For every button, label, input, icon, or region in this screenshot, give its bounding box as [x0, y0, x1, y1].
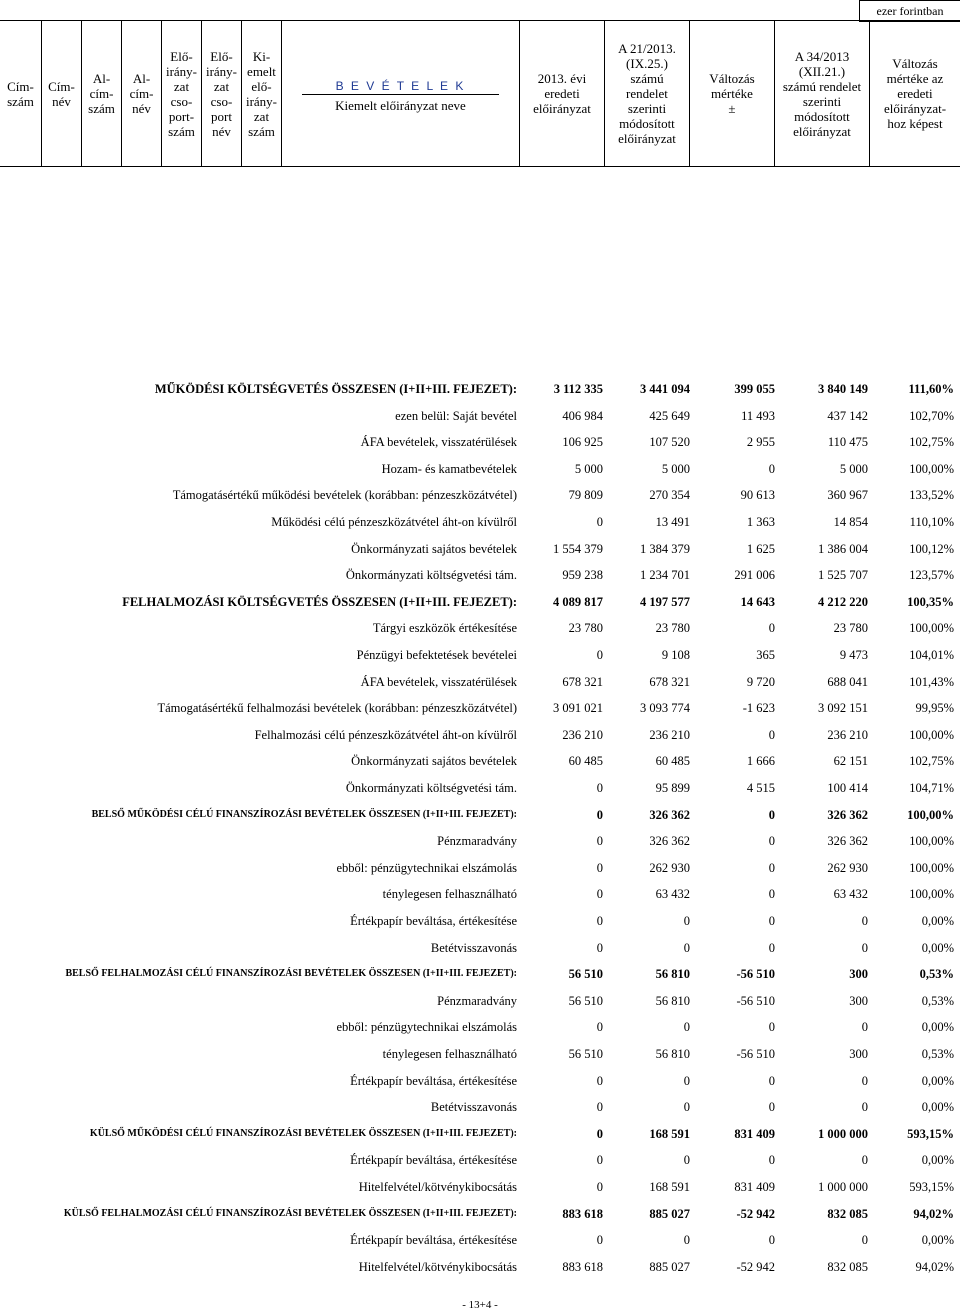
row-value-5: 104,01%: [909, 648, 954, 662]
row-value-5: 0,00%: [921, 940, 954, 955]
row-value-1: 0: [596, 1180, 603, 1194]
row-label: Értékpapír beváltása, értékesítése: [350, 1153, 517, 1168]
row-label: ténylegesen felhasználható: [382, 1047, 517, 1061]
row-value-2: 168 591: [649, 1126, 690, 1141]
row-value-4: 3 840 149: [818, 382, 868, 396]
header-kiemelt-szam: Ki- emelt elő- irány- zat szám: [242, 21, 282, 166]
row-value-2: 0: [683, 1233, 690, 1248]
row-label: ebből: pénzügytechnikai elszámolás: [336, 860, 517, 875]
page-number: - 13+4 -: [462, 1299, 498, 1311]
row-value-4: 62 151: [833, 754, 868, 769]
row-value-3: -56 510: [736, 1047, 775, 1061]
row-value-5: 104,71%: [909, 781, 954, 795]
row-value-2: 425 649: [649, 408, 690, 423]
row-value-2: 3 093 774: [640, 701, 690, 716]
row-value-4: 0: [861, 1020, 868, 1035]
row-value-2: 0: [683, 940, 690, 955]
row-value-2: 678 321: [649, 674, 690, 689]
row-value-3: 831 409: [734, 1126, 775, 1141]
row-value-1: 60 485: [568, 754, 603, 769]
table-row: [0, 779, 960, 797]
row-value-3: 0: [768, 1233, 775, 1248]
row-value-2: 885 027: [649, 1259, 690, 1274]
row-label: Önkormányzati sajátos bevételek: [351, 541, 517, 556]
row-value-3: 1 363: [746, 515, 775, 529]
row-value-1: 0: [596, 648, 603, 662]
row-label: Hitelfelvétel/kötvénykibocsátás: [358, 1259, 517, 1274]
table-row: [0, 1205, 960, 1223]
table-row: [0, 752, 960, 770]
row-value-1: 79 809: [568, 488, 603, 503]
table-row: [0, 939, 960, 957]
row-value-5: 100,00%: [909, 834, 954, 849]
row-value-4: 4 212 220: [818, 594, 868, 609]
table-row: [0, 885, 960, 903]
row-value-5: 0,53%: [919, 967, 954, 982]
row-value-2: 4 197 577: [640, 594, 690, 609]
header-cimszam: Cím- szám: [0, 21, 42, 166]
row-value-3: 291 006: [734, 568, 775, 583]
table-row: [0, 513, 960, 531]
row-value-1: 883 618: [562, 1259, 603, 1274]
row-value-4: 1 386 004: [818, 541, 868, 556]
row-value-3: 0: [768, 1100, 775, 1115]
header-csoportszam: Elő- irány- zat cso- port- szám: [162, 21, 202, 166]
row-value-1: 0: [596, 887, 603, 902]
row-label: ÁFA bevételek, visszatérülések: [360, 435, 517, 450]
row-value-5: 0,00%: [921, 1020, 954, 1035]
row-value-3: 831 409: [734, 1180, 775, 1194]
row-value-4: 437 142: [827, 408, 868, 423]
table-row: [0, 646, 960, 664]
row-value-3: 90 613: [740, 488, 775, 503]
header-csoportnev: Elő- irány- zat cso- port név: [202, 21, 242, 166]
row-value-1: 883 618: [562, 1206, 603, 1221]
row-value-4: 0: [861, 914, 868, 928]
table-row: [0, 1258, 960, 1276]
row-value-5: 100,00%: [909, 887, 954, 902]
row-value-4: 236 210: [827, 727, 868, 742]
row-value-2: 0: [683, 1100, 690, 1115]
table-row: [0, 726, 960, 744]
row-value-4: 0: [861, 1073, 868, 1088]
row-value-2: 236 210: [649, 727, 690, 742]
row-value-3: 14 643: [740, 594, 775, 609]
row-value-2: 0: [683, 1020, 690, 1035]
row-value-5: 0,00%: [921, 914, 954, 928]
row-value-3: 9 720: [746, 674, 775, 689]
row-label: ÁFA bevételek, visszatérülések: [360, 674, 517, 689]
bevetelek-subtitle: Kiemelt előirányzat neve: [335, 98, 466, 113]
row-value-3: 1 666: [746, 754, 775, 769]
row-label: ezen belül: Saját bevétel: [395, 408, 517, 423]
row-value-2: 168 591: [649, 1180, 690, 1194]
row-value-1: 106 925: [562, 435, 603, 450]
row-value-3: 0: [768, 940, 775, 955]
table-row: [0, 1045, 960, 1063]
row-value-5: 101,43%: [909, 674, 954, 689]
row-value-3: 0: [768, 727, 775, 742]
table-row: [0, 965, 960, 983]
table-row: [0, 699, 960, 717]
row-value-1: 0: [596, 914, 603, 928]
header-bevetelek: [282, 21, 520, 166]
row-label: Hozam- és kamatbevételek: [381, 461, 517, 476]
row-value-2: 1 384 379: [640, 541, 690, 556]
row-value-5: 111,60%: [908, 382, 954, 396]
row-value-1: 5 000: [574, 461, 603, 476]
row-label: FELHALMOZÁSI KÖLTSÉGVETÉS ÖSSZESEN (I+II+III. FEJEZET):: [122, 594, 517, 609]
row-value-4: 360 967: [827, 488, 868, 503]
row-label: Pénzmaradvány: [437, 993, 517, 1008]
row-value-2: 5 000: [661, 461, 690, 476]
row-label: KÜLSŐ MŰKÖDÉSI CÉLÚ FINANSZÍROZÁSI BEVÉTELEK ÖSSZESEN (I+II+III. FEJEZET):: [89, 1127, 517, 1139]
row-value-1: 3 112 335: [553, 382, 603, 396]
row-value-2: 107 520: [649, 435, 690, 450]
row-value-5: 593,15%: [907, 1126, 954, 1141]
row-value-3: 0: [768, 860, 775, 875]
row-value-2: 0: [683, 914, 690, 928]
row-value-5: 102,75%: [909, 754, 954, 769]
row-value-5: 0,00%: [921, 1073, 954, 1088]
row-value-5: 100,00%: [909, 727, 954, 742]
row-value-4: 0: [861, 1233, 868, 1248]
row-label: Támogatásértékű működési bevételek (korábban: pénzeszközátvétel): [172, 488, 517, 503]
row-value-2: 326 362: [649, 834, 690, 849]
row-value-2: 262 930: [649, 860, 690, 875]
table-row: [0, 992, 960, 1010]
row-value-5: 123,57%: [909, 568, 954, 583]
row-value-5: 94,02%: [915, 1259, 954, 1274]
row-value-3: 399 055: [734, 382, 775, 396]
row-value-5: 94,02%: [913, 1206, 954, 1221]
row-value-4: 832 085: [827, 1259, 868, 1274]
row-label: Pénzügyi befektetések bevételei: [356, 648, 517, 662]
row-value-3: 1 625: [746, 541, 775, 556]
row-value-4: 110 475: [827, 435, 868, 450]
table-row: [0, 460, 960, 478]
row-value-3: -56 510: [736, 967, 775, 982]
row-value-3: 0: [768, 1153, 775, 1168]
row-value-4: 300: [849, 967, 868, 982]
row-value-3: -52 942: [736, 1206, 775, 1221]
row-label: KÜLSŐ FELHALMOZÁSI CÉLÚ FINANSZÍROZÁSI BEVÉTELEK ÖSSZESEN (I+II+III. FEJEZET):: [63, 1207, 517, 1219]
table-row: [0, 1151, 960, 1169]
row-value-5: 133,52%: [909, 488, 954, 503]
row-value-1: 56 510: [568, 993, 603, 1008]
row-value-4: 14 854: [833, 515, 868, 529]
row-value-4: 9 473: [839, 648, 868, 662]
row-value-4: 5 000: [839, 461, 868, 476]
row-value-3: 0: [768, 834, 775, 849]
table-row: [0, 433, 960, 451]
row-label: Értékpapír beváltása, értékesítése: [350, 1073, 517, 1088]
row-value-3: 4 515: [746, 781, 775, 795]
table-row: [0, 1178, 960, 1196]
header-valtozas: Változás mértéke ±: [690, 21, 775, 166]
row-value-5: 0,53%: [921, 993, 954, 1008]
row-label: Értékpapír beváltása, értékesítése: [350, 914, 517, 928]
table-row: [0, 407, 960, 425]
row-label: MŰKÖDÉSI KÖLTSÉGVETÉS ÖSSZESEN (I+II+III. FEJEZET):: [154, 382, 517, 396]
table-row: [0, 540, 960, 558]
row-value-1: 0: [596, 940, 603, 955]
row-value-2: 9 108: [661, 648, 690, 662]
row-value-2: 0: [683, 1153, 690, 1168]
row-value-4: 1 525 707: [818, 568, 868, 583]
row-value-1: 0: [596, 1233, 603, 1248]
table-row: [0, 566, 960, 584]
table-row: [0, 832, 960, 850]
row-value-1: 0: [596, 1020, 603, 1035]
row-value-1: 678 321: [562, 674, 603, 689]
row-value-4: 832 085: [827, 1206, 868, 1221]
row-value-3: -52 942: [736, 1259, 775, 1274]
row-label: ebből: pénzügytechnikai elszámolás: [336, 1020, 517, 1035]
row-value-5: 102,70%: [909, 408, 954, 423]
table-row: [0, 1098, 960, 1116]
row-value-5: 0,00%: [921, 1153, 954, 1168]
row-label: Önkormányzati költségvetési tám.: [345, 781, 517, 795]
row-value-5: 100,00%: [909, 621, 954, 636]
row-value-3: -56 510: [736, 993, 775, 1008]
row-value-4: 1 000 000: [818, 1126, 868, 1141]
bevetelek-divider: [302, 94, 499, 95]
row-value-2: 13 491: [655, 515, 690, 529]
row-value-3: 11 493: [741, 408, 775, 423]
header-modositott-2: A 34/2013 (XII.21.) számú rendelet szerinti módosított előirányzat: [775, 21, 870, 166]
row-label: Értékpapír beváltása, értékesítése: [350, 1233, 517, 1248]
table-row: [0, 806, 960, 824]
unit-label: ezer forintban: [859, 0, 960, 22]
row-value-4: 688 041: [827, 674, 868, 689]
row-value-4: 0: [861, 940, 868, 955]
bevetelek-title: B E V É T E L E K: [335, 79, 466, 93]
row-label: Betétvisszavonás: [430, 1100, 517, 1115]
row-value-5: 110,10%: [909, 515, 954, 529]
row-value-1: 3 091 021: [553, 701, 603, 716]
row-value-2: 56 810: [655, 967, 690, 982]
row-value-2: 95 899: [655, 781, 690, 795]
header-cimnev: Cím- név: [42, 21, 82, 166]
row-label: Pénzmaradvány: [437, 834, 517, 849]
row-value-1: 56 510: [568, 1047, 603, 1061]
row-value-3: 0: [768, 914, 775, 928]
table-row: [0, 380, 960, 398]
row-value-4: 1 000 000: [818, 1180, 868, 1194]
row-value-1: 0: [596, 1153, 603, 1168]
row-value-2: 885 027: [649, 1206, 690, 1221]
row-value-1: 959 238: [562, 568, 603, 583]
row-value-1: 0: [596, 807, 603, 822]
row-label: ténylegesen felhasználható: [382, 887, 517, 902]
row-value-4: 0: [861, 1153, 868, 1168]
row-value-4: 326 362: [827, 807, 868, 822]
row-value-1: 406 984: [562, 408, 603, 423]
row-value-2: 1 234 701: [640, 568, 690, 583]
row-label: Önkormányzati költségvetési tám.: [345, 568, 517, 583]
row-value-1: 0: [596, 860, 603, 875]
table-header: [0, 20, 960, 167]
row-value-1: 4 089 817: [553, 594, 603, 609]
row-value-3: 0: [768, 1020, 775, 1035]
row-value-5: 0,00%: [921, 1233, 954, 1248]
table-row: [0, 1125, 960, 1143]
row-label: BELSŐ MŰKÖDÉSI CÉLÚ FINANSZÍROZÁSI BEVÉTELEK ÖSSZESEN (I+II+III. FEJEZET):: [91, 808, 517, 820]
header-alcimnev: Al- cím- név: [122, 21, 162, 166]
row-value-1: 0: [596, 1100, 603, 1115]
table-row: [0, 859, 960, 877]
row-value-3: 0: [768, 621, 775, 636]
header-valtozas-szazalek: Változás mértéke az eredeti előirányzat- hoz képest: [883, 56, 947, 131]
header-alcimszam: Al- cím- szám: [82, 21, 122, 166]
row-value-2: 270 354: [649, 488, 690, 503]
row-label: Felhalmozási célú pénzeszközátvétel áht-on kívülről: [254, 727, 517, 742]
row-value-4: 326 362: [827, 834, 868, 849]
row-value-5: 0,53%: [921, 1047, 954, 1061]
row-value-1: 0: [596, 781, 603, 795]
table-row: [0, 593, 960, 611]
row-value-4: 300: [849, 1047, 868, 1061]
header-eredeti: 2013. évi eredeti előirányzat: [520, 21, 605, 166]
row-value-5: 593,15%: [909, 1180, 954, 1194]
row-value-4: 23 780: [833, 621, 868, 636]
row-value-5: 100,00%: [909, 860, 954, 875]
row-value-3: 0: [768, 807, 775, 822]
table-row: [0, 912, 960, 930]
row-value-1: 0: [596, 834, 603, 849]
table-row: [0, 1018, 960, 1036]
row-value-5: 100,00%: [907, 807, 954, 822]
row-value-5: 100,12%: [909, 541, 954, 556]
row-label: BELSŐ FELHALMOZÁSI CÉLÚ FINANSZÍROZÁSI BEVÉTELEK ÖSSZESEN (I+II+III. FEJEZET):: [65, 968, 517, 980]
row-label: Hitelfelvétel/kötvénykibocsátás: [358, 1180, 517, 1194]
header-modositott-1: A 21/2013. (IX.25.) számú rendelet szerinti módosított előirányzat: [605, 21, 690, 166]
table-row: [0, 619, 960, 637]
table-row: [0, 1072, 960, 1090]
row-value-2: 56 810: [655, 993, 690, 1008]
row-value-5: 0,00%: [921, 1100, 954, 1115]
row-value-3: 2 955: [746, 435, 775, 450]
row-value-1: 56 510: [568, 967, 603, 982]
row-value-5: 99,95%: [915, 701, 954, 716]
row-value-2: 63 432: [655, 887, 690, 902]
row-value-3: -1 623: [742, 701, 775, 716]
table-row: [0, 486, 960, 504]
row-value-4: 100 414: [827, 781, 868, 795]
row-value-2: 23 780: [655, 621, 690, 636]
row-value-2: 60 485: [655, 754, 690, 769]
row-value-1: 236 210: [562, 727, 603, 742]
row-value-5: 102,75%: [909, 435, 954, 450]
row-value-1: 0: [596, 1126, 603, 1141]
row-value-2: 0: [683, 1073, 690, 1088]
row-label: Támogatásértékű felhalmozási bevételek (korábban: pénzeszközátvétel): [157, 701, 517, 716]
row-value-3: 0: [768, 887, 775, 902]
row-value-3: 0: [768, 461, 775, 476]
row-label: Önkormányzati sajátos bevételek: [351, 754, 517, 769]
row-value-5: 100,35%: [907, 594, 954, 609]
row-value-2: 56 810: [655, 1047, 690, 1061]
row-value-5: 100,00%: [909, 461, 954, 476]
row-value-1: 0: [596, 1073, 603, 1088]
row-label: Betétvisszavonás: [430, 940, 517, 955]
row-value-2: 3 441 094: [640, 382, 690, 396]
row-value-4: 300: [849, 993, 868, 1008]
row-value-4: 63 432: [833, 887, 868, 902]
row-value-4: 262 930: [827, 860, 868, 875]
row-value-1: 23 780: [568, 621, 603, 636]
row-value-1: 0: [596, 515, 603, 529]
row-value-1: 1 554 379: [553, 541, 603, 556]
row-value-4: 0: [861, 1100, 868, 1115]
table-row: [0, 673, 960, 691]
row-value-3: 365: [756, 648, 775, 662]
row-label: Működési célú pénzeszközátvétel áht-on kívülről: [271, 515, 517, 529]
table-row: [0, 1231, 960, 1249]
row-label: Tárgyi eszközök értékesítése: [372, 621, 517, 636]
row-value-4: 3 092 151: [818, 701, 868, 716]
row-value-3: 0: [768, 1073, 775, 1088]
row-value-2: 326 362: [649, 807, 690, 822]
